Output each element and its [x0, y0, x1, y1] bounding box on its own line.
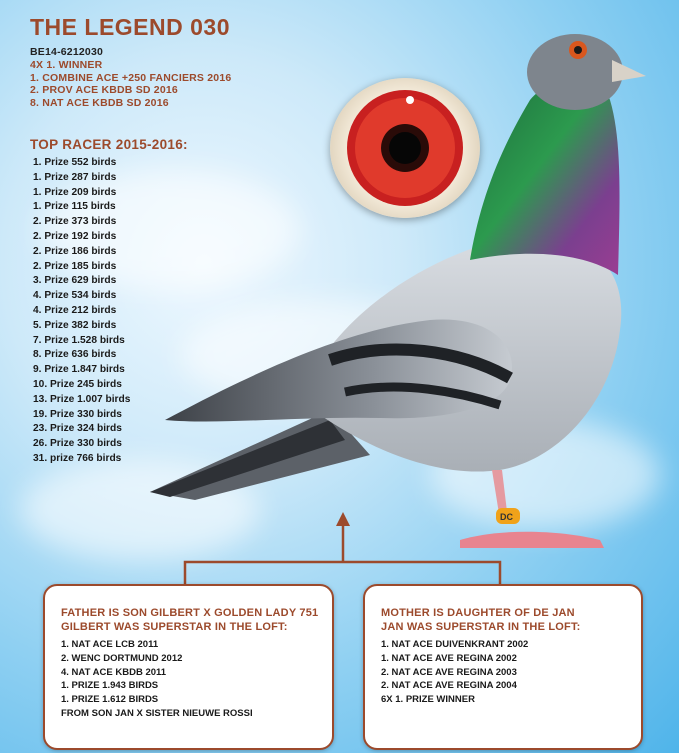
list-item: 1. PRIZE 1.612 BIRDS — [61, 694, 159, 706]
achievement-item: 8. NAT ACE KBDB SD 2016 — [30, 97, 169, 110]
list-item: 1. NAT ACE DUIVENKRANT 2002 — [381, 639, 529, 650]
list-item: 1. NAT ACE LCB 2011 — [61, 639, 159, 650]
prize-item: 1. Prize 552 birds — [33, 157, 117, 168]
prize-item: 19. Prize 330 birds — [33, 408, 122, 420]
prize-item: 9. Prize 1.847 birds — [33, 364, 125, 376]
prize-list — [33, 156, 130, 467]
eye-closeup — [330, 78, 480, 218]
father-heading — [61, 606, 332, 634]
prize-item: 2. Prize 192 birds — [33, 230, 117, 242]
list-item: 2. NAT ACE AVE REGINA 2003 — [381, 666, 517, 678]
mother-heading — [381, 606, 641, 634]
prize-item: 2. Prize 186 birds — [33, 245, 117, 257]
mother-line-2: JAN WAS SUPERSTAR IN THE LOFT: — [381, 621, 581, 633]
achievement-item: 1. COMBINE ACE +250 FANCIERS 2016 — [30, 71, 232, 84]
prize-item: 7. Prize 1.528 birds — [33, 334, 125, 346]
page-title: THE LEGEND 030 — [30, 14, 230, 40]
prize-item: 26. Prize 330 birds — [33, 438, 122, 450]
prize-item: 10. Prize 245 birds — [33, 378, 122, 390]
mother-list — [381, 638, 641, 707]
top-racer-heading: TOP RACER 2015-2016: — [30, 137, 188, 152]
list-item: 2. WENC DORTMUND 2012 — [61, 652, 183, 664]
father-line-2: GILBERT WAS SUPERSTAR IN THE LOFT: — [61, 621, 288, 633]
father-list — [61, 638, 332, 721]
list-item: 2. NAT ACE AVE REGINA 2004 — [381, 680, 517, 692]
prize-item: 13. Prize 1.007 birds — [33, 393, 131, 405]
prize-item: 1. Prize 209 birds — [33, 186, 117, 198]
prize-item: 1. Prize 287 birds — [33, 171, 117, 183]
prize-item: 2. Prize 185 birds — [33, 260, 117, 272]
prize-item: 23. Prize 324 birds — [33, 423, 122, 435]
mother-info-box — [363, 584, 643, 750]
mother-line-1: MOTHER IS DAUGHTER OF DE JAN — [381, 607, 575, 619]
prize-item: 4. Prize 534 birds — [33, 290, 117, 302]
achievement-item: 4X 1. WINNER — [30, 58, 103, 71]
list-item: 4. NAT ACE KBDB 2011 — [61, 666, 167, 678]
leg-band-label: DC — [500, 512, 513, 522]
prize-item: 4. Prize 212 birds — [33, 304, 117, 316]
list-item: 6X 1. PRIZE WINNER — [381, 694, 475, 706]
list-item: 1. NAT ACE AVE REGINA 2002 — [381, 652, 517, 664]
prize-item: 8. Prize 636 birds — [33, 349, 117, 361]
prize-item: 2. Prize 373 birds — [33, 216, 117, 228]
prize-item: 31. prize 766 birds — [33, 452, 122, 464]
prize-item: 3. Prize 629 birds — [33, 275, 117, 287]
prize-item: 1. Prize 115 birds — [33, 201, 116, 213]
eye-icon — [330, 78, 480, 218]
ring-number: BE14-6212030 — [30, 46, 104, 58]
father-info-box — [43, 584, 334, 750]
list-item: FROM SON JAN X SISTER NIEUWE ROSSI — [61, 707, 253, 719]
prize-item: 5. Prize 382 birds — [33, 319, 117, 331]
achievement-item: 2. PROV ACE KBDB SD 2016 — [30, 84, 178, 97]
list-item: 1. PRIZE 1.943 BIRDS — [61, 680, 159, 692]
father-line-1: FATHER IS SON GILBERT X GOLDEN LADY 751 — [61, 607, 319, 619]
